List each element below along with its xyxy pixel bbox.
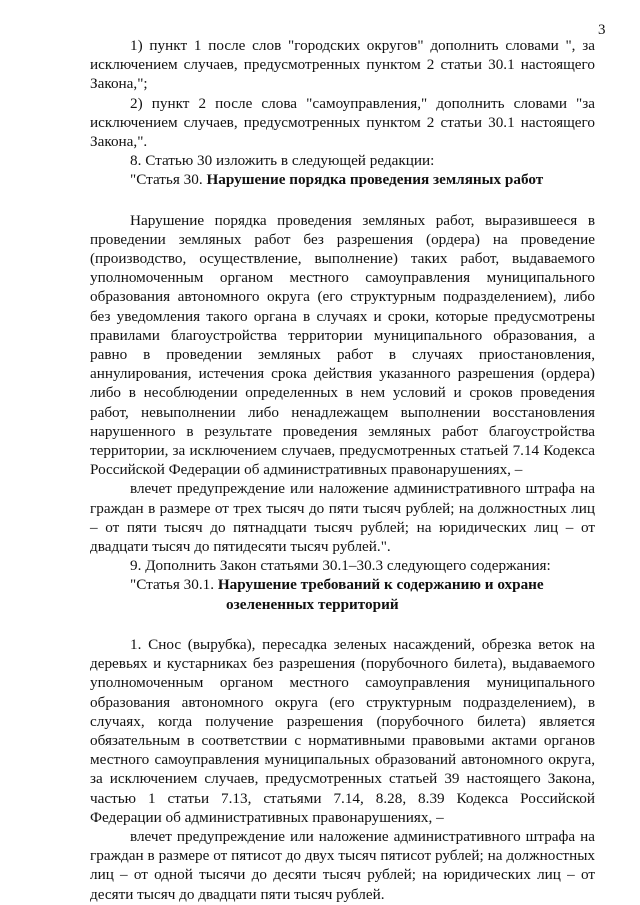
article-30-1-point-1: 1. Снос (вырубка), пересадка зеленых насаждений, обрезка веток на деревьях и кустарниках без разрешения (порубочного билета), выдаваемого уполномоченным органом местного самоуправления муниципального образования автономного округа (его структурным подразделением), в случаях, когда получение разрешения (порубочного билета) является обязательным в соответствии с нормативными правовыми актами органов местного самоуправления муниципальных образований автономного округа, за исключением случаев, предусмотренных статьей 39 настоящего Закона, частью 1 статьи 7.13, статьями 7.14, 8.28, 8.39 Кодекса Российской Федерации об административных правонарушениях, – xyxy=(90,635,595,826)
article-30-1-prefix: "Статья 30.1. xyxy=(130,576,218,594)
article-30-body: Нарушение порядка проведения земляных работ, выразившееся в проведении земляных работ без разрешения (ордера) на проведение (производство, осуществление, выполнение) таких работ, выдаваемого уполномоченным органом местного самоуправления муниципального образования автономного округа (его структурным подразделением), либо без уведомления такого органа в случаях и сроки, которые предусмотрены правилами благоустройства территории муниципального образования, а равно в проведении земляных работ в случаях приостановления, аннулирования, истечения срока действия указанного разрешения (ордера) либо в несоблюдении определенных в нем условий и сроков проведения работ, невыполнении либо ненадлежащем выполнении восстановления нарушенного в результате проведения земляных работ благоустройства территории, за исключением случаев, предусмотренных статьей 7.14 Кодекса Российской Федерации об административных правонарушениях, – xyxy=(90,211,595,479)
paragraph-item-9: 9. Дополнить Закон статьями 30.1–30.3 следующего содержания: xyxy=(130,557,551,575)
article-30-1-penalty: влечет предупреждение или наложение административного штрафа на граждан в размере от пятисот до двух тысяч пятисот рублей; на должностных лиц – от одной тысячи до десяти тысяч рублей; на юридических лиц – от десяти тысяч до двадцати пяти тысяч рублей. xyxy=(90,827,595,903)
article-30-heading xyxy=(90,170,595,189)
article-30-1-heading xyxy=(90,575,595,594)
document-body xyxy=(90,36,595,904)
article-30-prefix: "Статья 30. xyxy=(130,171,207,189)
article-30-title: Нарушение порядка проведения земляных работ xyxy=(206,171,544,189)
paragraph-item-1: 1) пункт 1 после слов "городских округов" дополнить словами ", за исключением случаев, предусмотренных пунктом 2 статьи 30.1 настоящего Закона,"; xyxy=(90,37,595,93)
paragraph-item-2: 2) пункт 2 после слова "самоуправления," дополнить словами "за исключением случаев, предусмотренных пунктом 2 статьи 30.1 настоящего Закона,". xyxy=(90,94,595,151)
article-30-1-title-line1: Нарушение требований к содержанию и охране xyxy=(217,576,544,594)
article-30-1-title-line2: озелененных территорий xyxy=(226,595,399,613)
page-number: 3 xyxy=(598,22,606,38)
article-30-penalty: влечет предупреждение или наложение административного штрафа на граждан в размере от трех тысяч до пяти тысяч рублей; на должностных лиц – от пяти тысяч до пятнадцати тысяч рублей; на юридических лиц – от двадцати тысяч до пятидесяти тысяч рублей.". xyxy=(90,480,595,556)
paragraph-item-8: 8. Статью 30 изложить в следующей редакции: xyxy=(130,152,435,170)
